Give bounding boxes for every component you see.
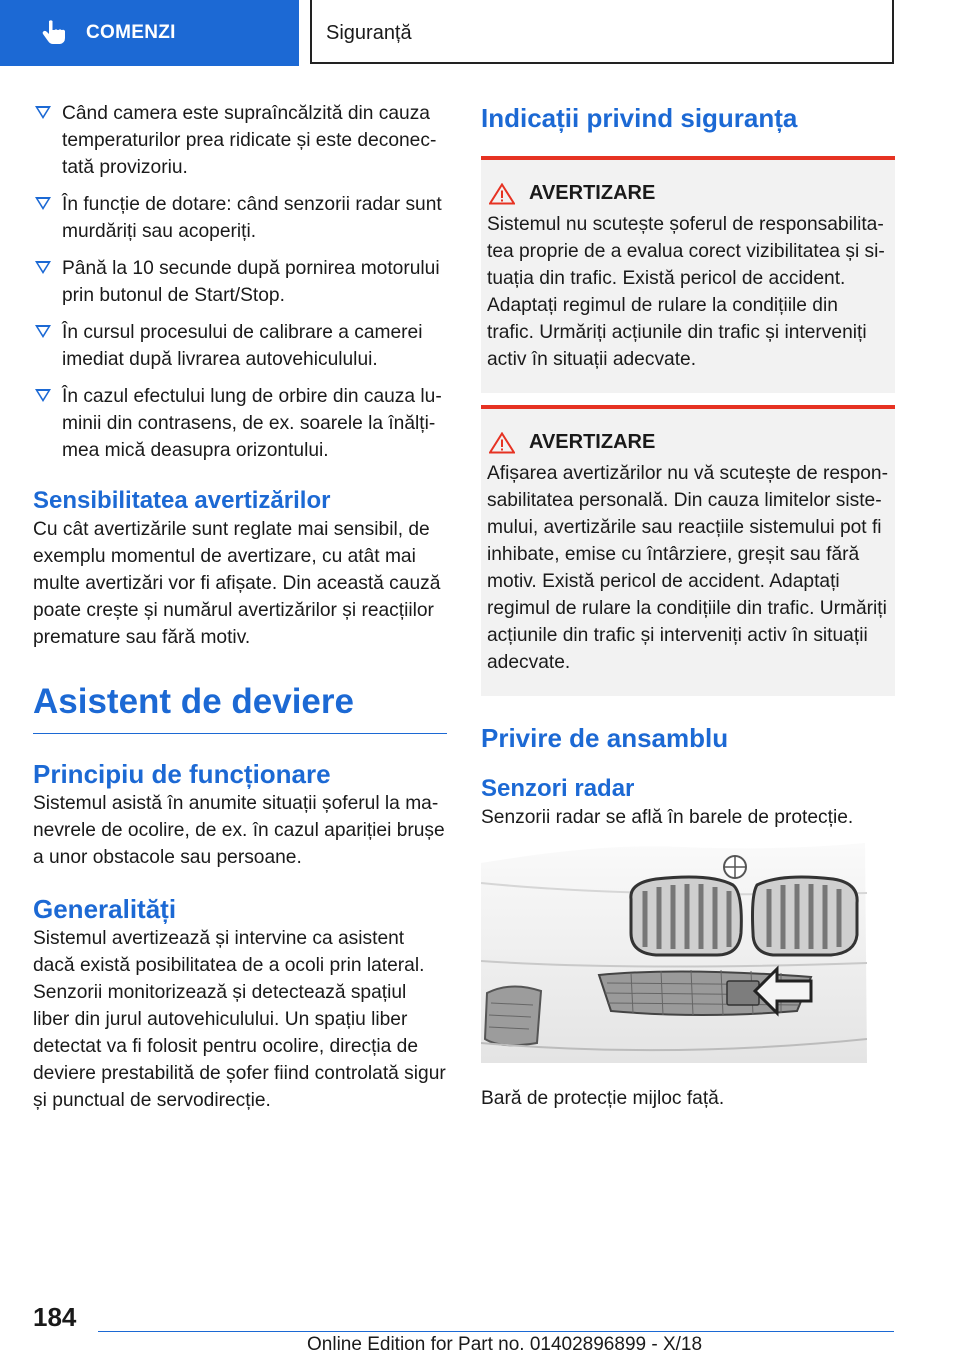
chapter-tab[interactable] xyxy=(0,0,299,66)
generalitati-heading: Generalități xyxy=(33,894,177,924)
warning-header xyxy=(487,431,889,454)
triangle-bullet-icon xyxy=(35,261,51,274)
section-divider xyxy=(33,733,447,734)
edition-note: Online Edition for Part no. 01402896899 - X/18 xyxy=(307,1334,703,1355)
right-column xyxy=(481,102,895,1112)
principiu-paragraph: Sistemul asistă în anumite situații șoferul la manevrele de ocolire, de ex. în cazul apariției brușe a unor obstacole sau persoane. xyxy=(33,793,445,868)
warning-text: Sistemul nu scutește șoferul de responsabilitatea proprie de a evalua corect vizibilitatea și situația din trafic. Există pericol de accident. Adaptați regimul de rulare la condițiile din trafic. Urmăriți acțiunile din trafic și interveniți activ în situații adecvate. xyxy=(487,214,885,370)
list-item: În cursul procesului de calibrare a camerei imediat după livrarea autovehiculului. xyxy=(33,319,447,373)
section-title: Asistent de deviere xyxy=(33,682,354,721)
image-caption: Bară de protecție mijloc față. xyxy=(481,1088,725,1109)
chapter-title-box xyxy=(310,0,894,64)
warning-title: AVERTIZARE xyxy=(529,431,656,453)
principiu-heading: Principiu de funcționare xyxy=(33,759,331,789)
condition-list xyxy=(33,100,447,464)
warning-triangle-icon xyxy=(489,183,515,205)
footer-divider xyxy=(98,1331,894,1332)
chapter-tab-label: COMENZI xyxy=(86,22,176,43)
warning-text: Afișarea avertizărilor nu vă scutește de responsabilitatea personală. Din cauza limitelor sistemului, avertizările sau reacțiile sistemului pot fi inhibate, emise cu întârziere, greșit sau fără motiv. Există pericol de accident. Adaptați regimul de rulare la condițiile din trafic. Urmăriți acțiunile din trafic și interveniți activ în situații adecvate. xyxy=(487,463,888,673)
warning-box xyxy=(481,156,895,393)
list-item: Când camera este supraîncălzită din cauza temperaturilor prea ridicate și este deconectată provizoriu. xyxy=(33,100,447,181)
triangle-bullet-icon xyxy=(35,197,51,210)
list-item: Până la 10 secunde după pornirea motorului prin butonul de Start/Stop. xyxy=(33,255,447,309)
page-header xyxy=(0,0,960,66)
warning-triangle-icon xyxy=(489,432,515,454)
senzori-heading: Senzori radar xyxy=(481,775,635,802)
triangle-bullet-icon xyxy=(35,389,51,402)
triangle-bullet-icon xyxy=(35,106,51,119)
warning-header xyxy=(487,182,889,205)
bumper-illustration xyxy=(481,843,867,1063)
list-item: În funcție de dotare: când senzorii radar sunt murdăriți sau acoperiți. xyxy=(33,191,447,245)
warning-box xyxy=(481,405,895,696)
list-item: În cazul efectului lung de orbire din cauza luminii din contrasens, de ex. soarele la înălțimea mică deasupra orizontului. xyxy=(33,383,447,464)
senzori-paragraph: Senzorii radar se află în barele de protecție. xyxy=(481,807,854,828)
warning-title: AVERTIZARE xyxy=(529,182,656,204)
page-number: 184 xyxy=(33,1302,77,1332)
sensibilitate-paragraph: Cu cât avertizările sunt reglate mai sensibil, de exemplu momentul de avertizare, cu atât mai multe avertizări vor fi afișate. Din această cauză poate crește și numărul avertizărilor și reacțiilor premature sau fără motiv. xyxy=(33,519,441,648)
sensibilitate-heading: Sensibilitatea avertizărilor xyxy=(33,487,331,514)
left-column xyxy=(33,100,447,1114)
privire-heading: Privire de ansamblu xyxy=(481,723,729,753)
chapter-title: Siguranță xyxy=(326,22,412,44)
generalitati-paragraph: Sistemul avertizează și intervine ca asistent dacă există posibilitatea de a ocoli prin lateral. Senzorii monitorizează și detectează spațiul liber din jurul autovehiculului. Un spațiu liber detectat va fi folosit pentru ocolire, direcția de deviere prestabilită de șofer fiind controlată sigur și punctual de servodirecție. xyxy=(33,928,446,1111)
indicatii-heading: Indicații privind siguranța xyxy=(481,103,798,133)
pointing-hand-icon xyxy=(38,18,68,48)
page-footer xyxy=(0,1300,960,1362)
triangle-bullet-icon xyxy=(35,325,51,338)
